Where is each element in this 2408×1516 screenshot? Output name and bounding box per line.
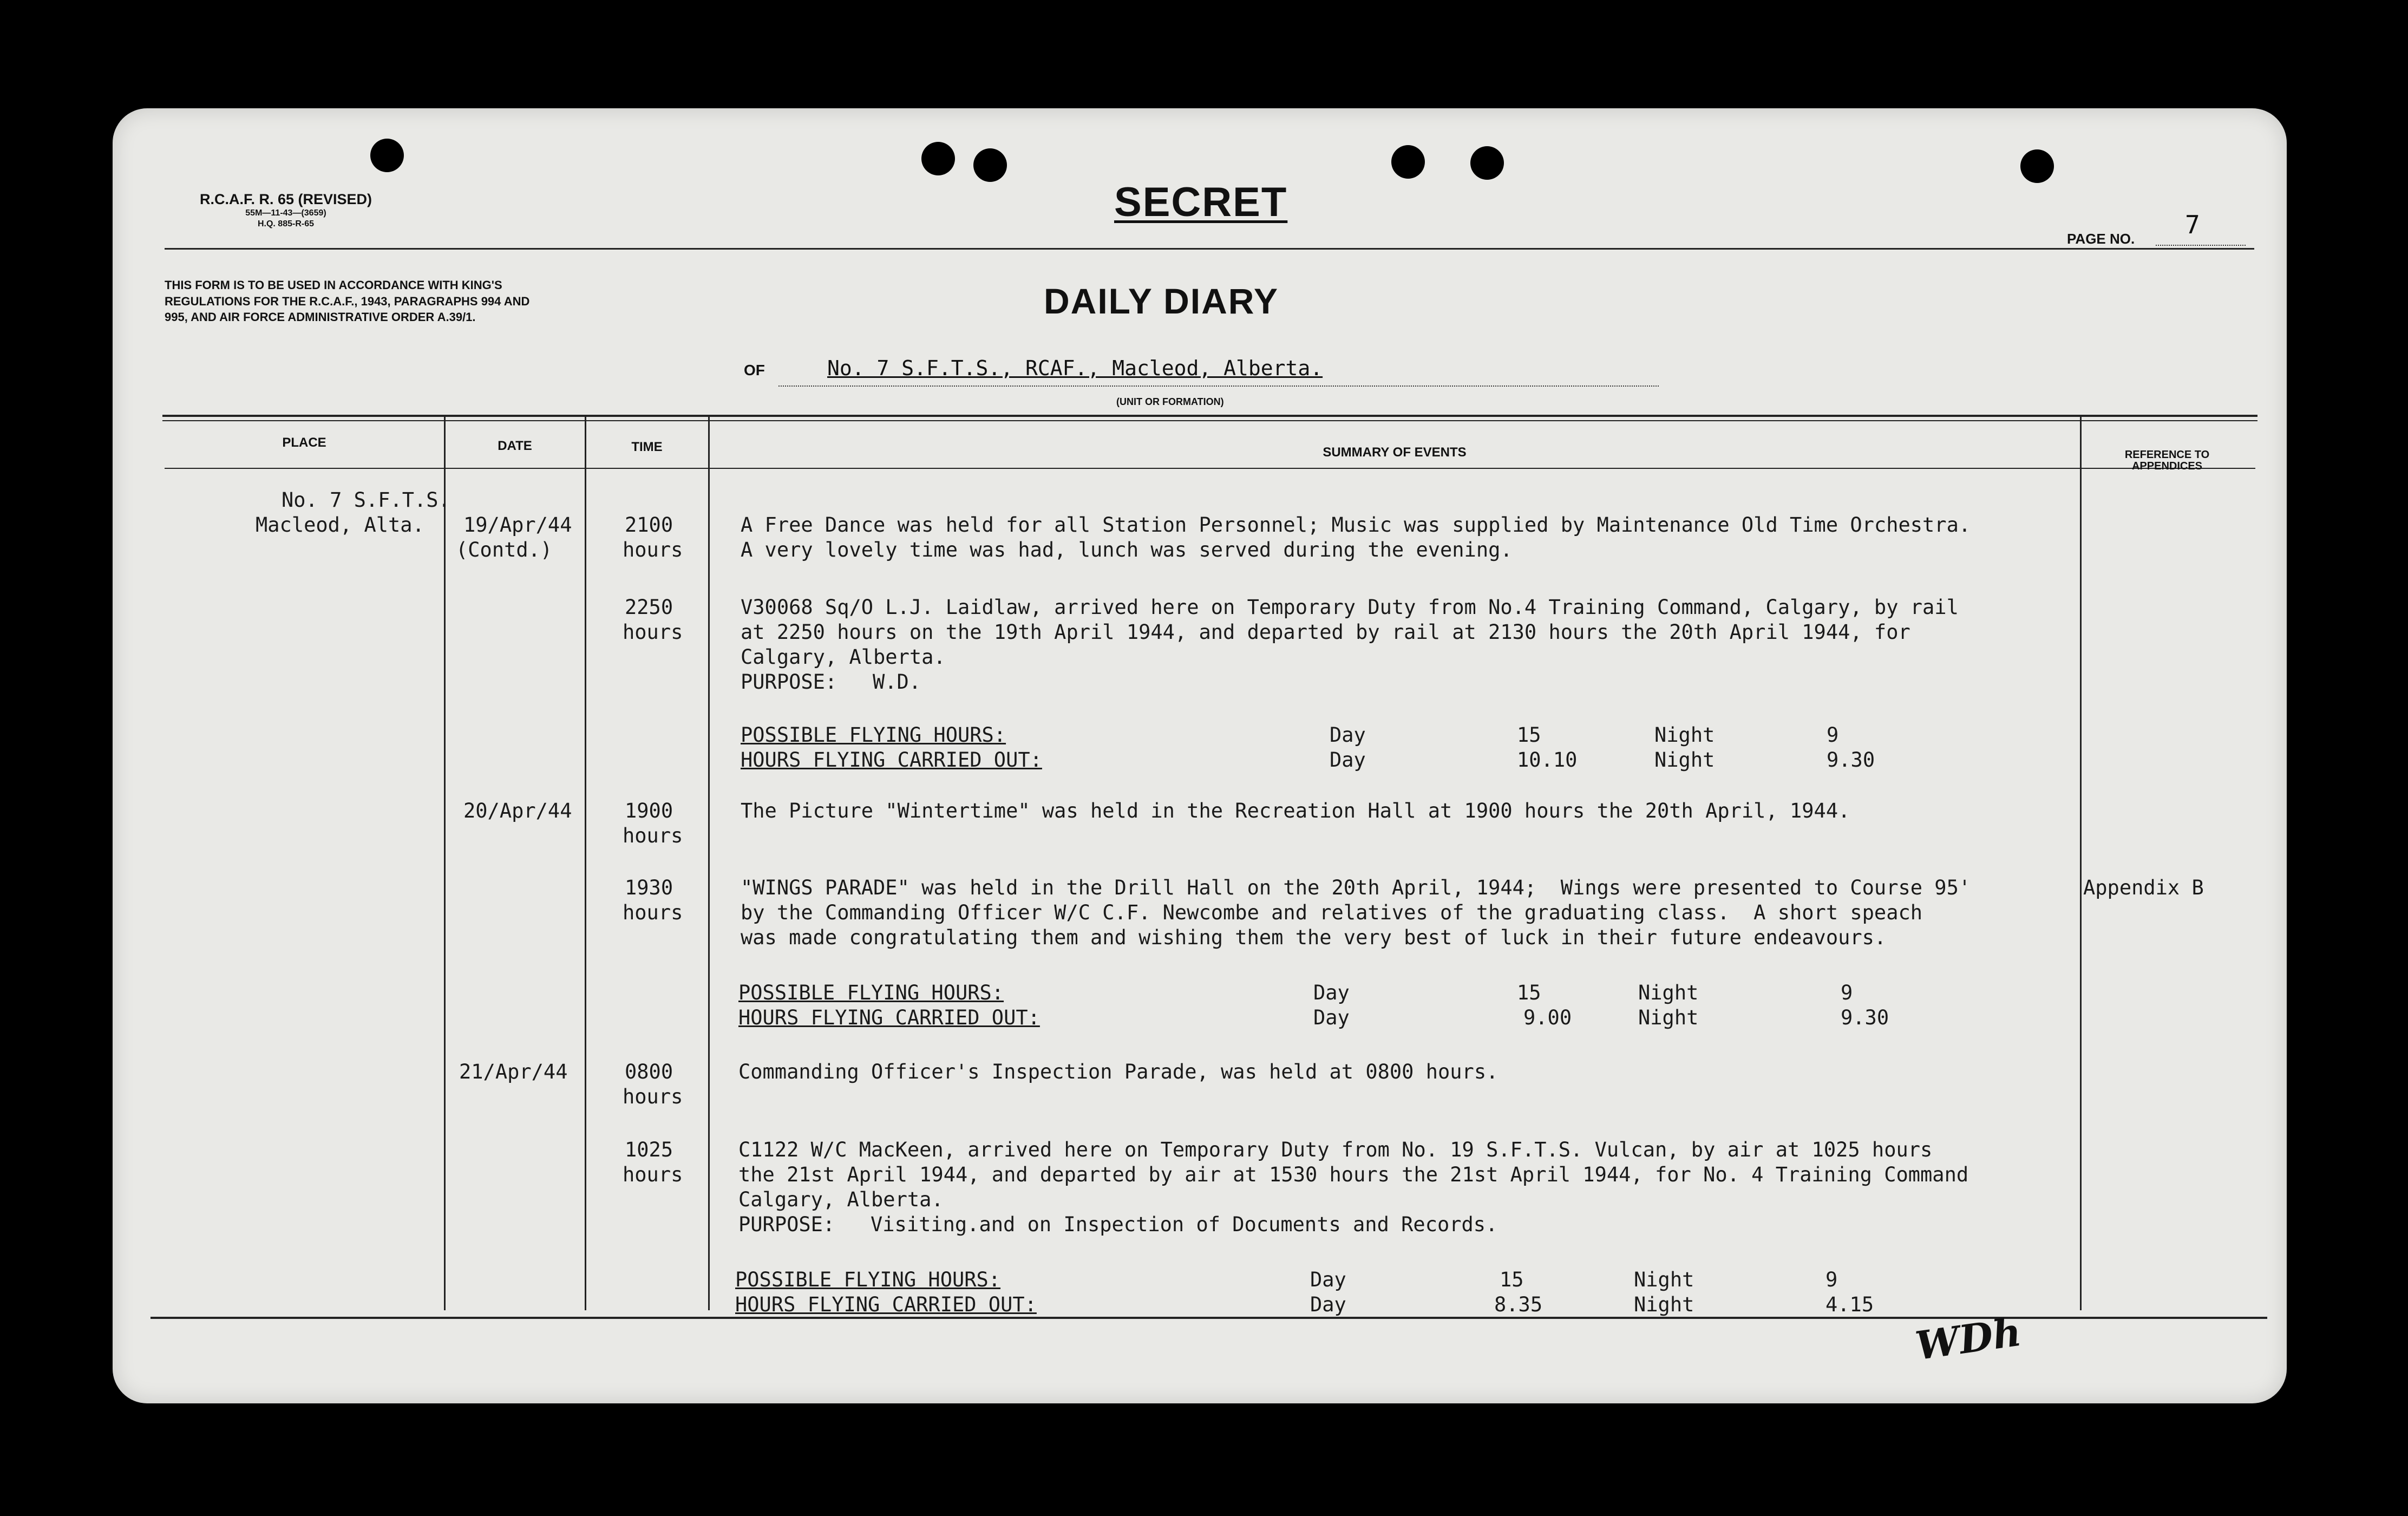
possible-day-hours: 15 <box>1517 723 1541 747</box>
unit-name: No. 7 S.F.T.S., RCAF., Macleod, Alberta. <box>827 356 1323 380</box>
entry-text-line: Calgary, Alberta. <box>741 645 946 669</box>
form-code <box>178 191 394 229</box>
appendix-reference: Appendix B <box>2083 876 2204 899</box>
possible-flying-label: POSSIBLE FLYING HOURS: <box>735 1268 1001 1291</box>
table-top-rule <box>162 420 2258 421</box>
form-code-line: R.C.A.F. R. 65 (REVISED) <box>199 191 372 207</box>
entry-time: 1025 <box>625 1138 673 1161</box>
entry-text-line: at 2250 hours on the 19th April 1944, and departed by rail at 2130 hours the 20th April 1944, for <box>741 620 1910 644</box>
night-label: Night <box>1634 1293 1694 1316</box>
carried-day-hours: 9.00 <box>1523 1006 1572 1029</box>
carried-flying-label: HOURS FLYING CARRIED OUT: <box>738 1006 1040 1029</box>
column-header-reference-line: APPENDICES <box>2131 460 2203 472</box>
possible-flying-label: POSSIBLE FLYING HOURS: <box>738 981 1004 1004</box>
form-code-line: 55M—11-43—(3659) <box>245 208 326 218</box>
page-title: DAILY DIARY <box>1044 281 1279 321</box>
column-divider <box>708 417 710 1310</box>
column-divider <box>2080 417 2082 1310</box>
column-header-reference-line: REFERENCE TO <box>2124 449 2210 461</box>
entry-time-unit: hours <box>623 824 683 847</box>
entry-time: 2100 <box>625 513 673 537</box>
night-label: Night <box>1654 723 1715 747</box>
entry-purpose: Visiting.and on Inspection of Documents and Records. <box>871 1213 1498 1236</box>
day-label: Day <box>1313 981 1350 1004</box>
of-label: OF <box>744 362 765 378</box>
carried-flying-label: HOURS FLYING CARRIED OUT: <box>741 748 1042 772</box>
possible-night-hours: 9 <box>1825 1268 1838 1291</box>
column-header-summary: SUMMARY OF EVENTS <box>1323 445 1467 460</box>
diary-page <box>113 108 2287 1403</box>
day-label: Day <box>1330 723 1366 747</box>
entry-time-unit: hours <box>623 1163 683 1186</box>
carried-day-hours: 10.10 <box>1517 748 1578 772</box>
entry-date: 21/Apr/44 <box>459 1060 568 1083</box>
night-label: Night <box>1634 1268 1694 1291</box>
possible-flying-label: POSSIBLE FLYING HOURS: <box>741 723 1006 747</box>
night-label: Night <box>1638 981 1699 1004</box>
punch-hole <box>1470 146 1504 180</box>
entry-text-line: Commanding Officer's Inspection Parade, was held at 0800 hours. <box>738 1060 1499 1083</box>
entry-time-unit: hours <box>623 1085 683 1108</box>
entry-text-line: The Picture "Wintertime" was held in the Recreation Hall at 1900 hours the 20th April, 1944. <box>741 799 1850 822</box>
day-label: Day <box>1330 748 1366 772</box>
entry-time: 1930 <box>625 876 673 899</box>
unit-caption: (UNIT OR FORMATION) <box>1116 396 1224 407</box>
table-top-rule <box>162 415 2258 417</box>
punch-hole <box>1391 145 1425 179</box>
entry-date: 19/Apr/44 <box>463 513 572 537</box>
day-label: Day <box>1310 1268 1346 1291</box>
punch-hole <box>370 139 404 172</box>
entry-date: 20/Apr/44 <box>463 799 572 822</box>
carried-night-hours: 9.30 <box>1827 748 1875 772</box>
column-header-rule <box>165 468 2255 469</box>
entry-purpose: W.D. <box>873 670 921 694</box>
entry-text-line: C1122 W/C MacKeen, arrived here on Temporary Duty from No. 19 S.F.T.S. Vulcan, by air at 1025 hours <box>738 1138 1933 1161</box>
entry-purpose-label: PURPOSE: <box>738 1213 835 1236</box>
column-divider <box>444 417 446 1310</box>
punch-hole <box>973 148 1007 182</box>
form-instructions: THIS FORM IS TO BE USED IN ACCORDANCE WITH KING'S REGULATIONS FOR THE R.C.A.F., 1943, PARAGRAPHS 994 AND 995, AND AIR FORCE ADMINISTRATIVE ORDER A.39/1. <box>165 278 530 324</box>
possible-night-hours: 9 <box>1827 723 1839 747</box>
carried-night-hours: 9.30 <box>1841 1006 1889 1029</box>
column-header-time: TIME <box>631 440 663 454</box>
header-rule <box>165 248 2254 250</box>
place-location: Macleod, Alta. <box>256 513 424 537</box>
punch-hole <box>2020 149 2054 183</box>
entry-time-unit: hours <box>623 538 683 561</box>
entry-time-unit: hours <box>623 620 683 644</box>
entry-text-line: was made congratulating them and wishing them the very best of luck in their future endeavours. <box>741 926 1887 949</box>
entry-text-line: the 21st April 1944, and departed by air at 1530 hours the 21st April 1944, for No. 4 Training Command <box>738 1163 1969 1186</box>
possible-day-hours: 15 <box>1500 1268 1524 1291</box>
day-label: Day <box>1310 1293 1346 1316</box>
secret-stamp: SECRET <box>1114 179 1288 225</box>
entry-time: 0800 <box>625 1060 673 1083</box>
entry-date-note: (Contd.) <box>456 538 553 561</box>
entry-text-line: Calgary, Alberta. <box>738 1188 944 1211</box>
night-label: Night <box>1638 1006 1699 1029</box>
form-code-line: H.Q. 885-R-65 <box>257 219 315 228</box>
page-number-line <box>2156 245 2246 246</box>
night-label: Night <box>1654 748 1715 772</box>
page-number-label: PAGE NO. <box>2067 231 2135 247</box>
possible-night-hours: 9 <box>1841 981 1853 1004</box>
column-header-place: PLACE <box>282 435 326 450</box>
place-unit: No. 7 S.F.T.S. <box>282 488 450 512</box>
entry-text-line: "WINGS PARADE" was held in the Drill Hall on the 20th April, 1944; Wings were presented to Course 95' <box>741 876 1971 899</box>
entry-time-unit: hours <box>623 901 683 924</box>
carried-day-hours: 8.35 <box>1494 1293 1543 1316</box>
entry-text-line: by the Commanding Officer W/C C.F. Newcombe and relatives of the graduating class. A short speach <box>741 901 1923 924</box>
entry-text-line: V30068 Sq/O L.J. Laidlaw, arrived here on Temporary Duty from No.4 Training Command, Calgary, by rail <box>741 596 1959 619</box>
possible-day-hours: 15 <box>1517 981 1541 1004</box>
entry-time: 2250 <box>625 596 673 619</box>
entry-text-line: A Free Dance was held for all Station Personnel; Music was supplied by Maintenance Old Time Orchestra. <box>741 513 1971 537</box>
day-label: Day <box>1313 1006 1350 1029</box>
punch-hole <box>921 142 955 175</box>
entry-purpose-label: PURPOSE: <box>741 670 837 694</box>
column-header-reference <box>2081 449 2253 472</box>
column-header-date: DATE <box>498 439 532 453</box>
handwritten-signature: WDh <box>1913 1308 2024 1369</box>
entry-time: 1900 <box>625 799 673 822</box>
unit-line <box>778 385 1659 387</box>
page-number: 7 <box>2185 210 2200 239</box>
carried-flying-label: HOURS FLYING CARRIED OUT: <box>735 1293 1037 1316</box>
carried-night-hours: 4.15 <box>1825 1293 1874 1316</box>
entry-text-line: A very lovely time was had, lunch was served during the evening. <box>741 538 1513 561</box>
column-divider <box>585 417 586 1310</box>
